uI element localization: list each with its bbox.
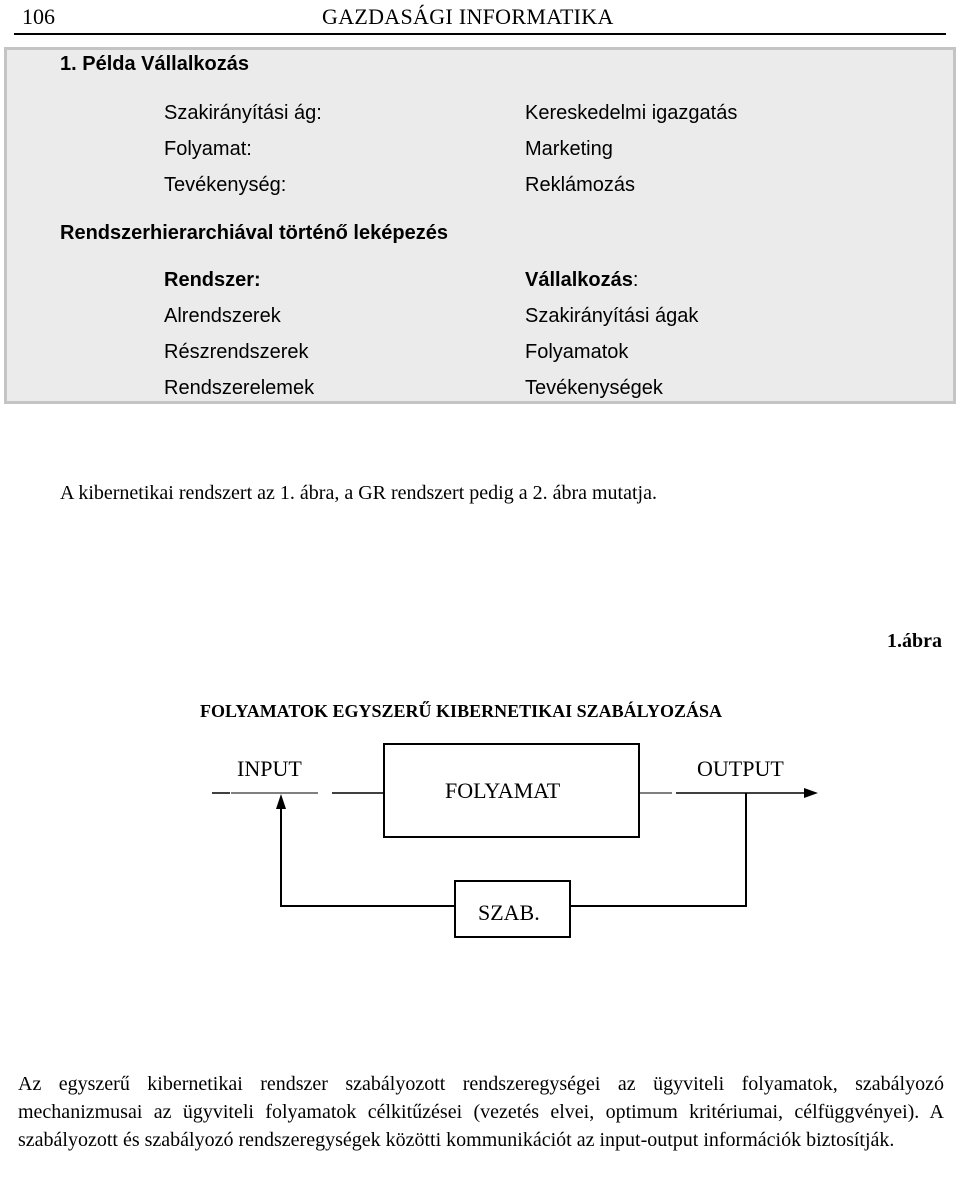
controller-label: SZAB. xyxy=(478,900,540,925)
intro-sentence: A kibernetikai rendszert az 1. ábra, a GR rendszert pedig a 2. ábra mutatja. xyxy=(60,482,657,504)
field-label-process: Folyamat: xyxy=(164,138,252,160)
field-value-process: Marketing xyxy=(525,138,613,160)
enterprise-item-branches: Szakirányítási ágak xyxy=(525,305,699,327)
mapping-heading: Rendszerhierarchiával történő leképezés xyxy=(60,222,448,244)
figure-number: 1.ábra xyxy=(887,630,942,652)
feedback-diagram xyxy=(0,730,960,950)
feedback-line-left xyxy=(281,808,455,906)
page-number: 106 xyxy=(22,4,55,29)
system-item-partsystems: Részrendszerek xyxy=(164,341,309,363)
figure-title: FOLYAMATOK EGYSZERŰ KIBERNETIKAI SZABÁLYOZÁSA xyxy=(200,701,722,721)
feedback-arrowhead xyxy=(276,794,286,809)
input-label: INPUT xyxy=(237,756,302,781)
system-item-subsystems: Alrendszerek xyxy=(164,305,281,327)
field-label-branch: Szakirányítási ág: xyxy=(164,102,322,124)
output-label: OUTPUT xyxy=(697,756,784,781)
field-value-activity: Reklámozás xyxy=(525,174,636,196)
example-title: 1. Példa Vállalkozás xyxy=(60,53,249,75)
feedback-line-right xyxy=(570,793,746,906)
field-label-activity: Tevékenység: xyxy=(164,174,287,196)
enterprise-item-processes: Folyamatok xyxy=(525,341,629,363)
enterprise-item-activities: Tevékenységek xyxy=(525,377,663,399)
field-value-branch: Kereskedelmi igazgatás xyxy=(525,102,738,124)
body-paragraph: Az egyszerű kibernetikai rendszer szabályozott rendszeregységei az ügyviteli folyamatok, szabályozó mechanizmusai az ügyviteli folyamatok célkitűzései (vezetés elvei, optimum kritériumai, célfüggvényei). A szabályozott és szabályozó rendszeregységek közötti kommunikációt az input-output információk biztosítják. xyxy=(18,1073,944,1151)
system-item-elements: Rendszerelemek xyxy=(164,377,315,399)
output-arrowhead xyxy=(804,788,818,798)
enterprise-heading-colon: : xyxy=(632,269,639,291)
enterprise-heading-word: Vállalkozás xyxy=(525,269,633,291)
example-box xyxy=(4,47,956,404)
enterprise-heading xyxy=(525,269,638,292)
process-label: FOLYAMAT xyxy=(445,778,561,803)
header-rule xyxy=(14,33,946,35)
running-title: GAZDASÁGI INFORMATIKA xyxy=(322,4,614,29)
system-heading: Rendszer: xyxy=(164,269,261,291)
